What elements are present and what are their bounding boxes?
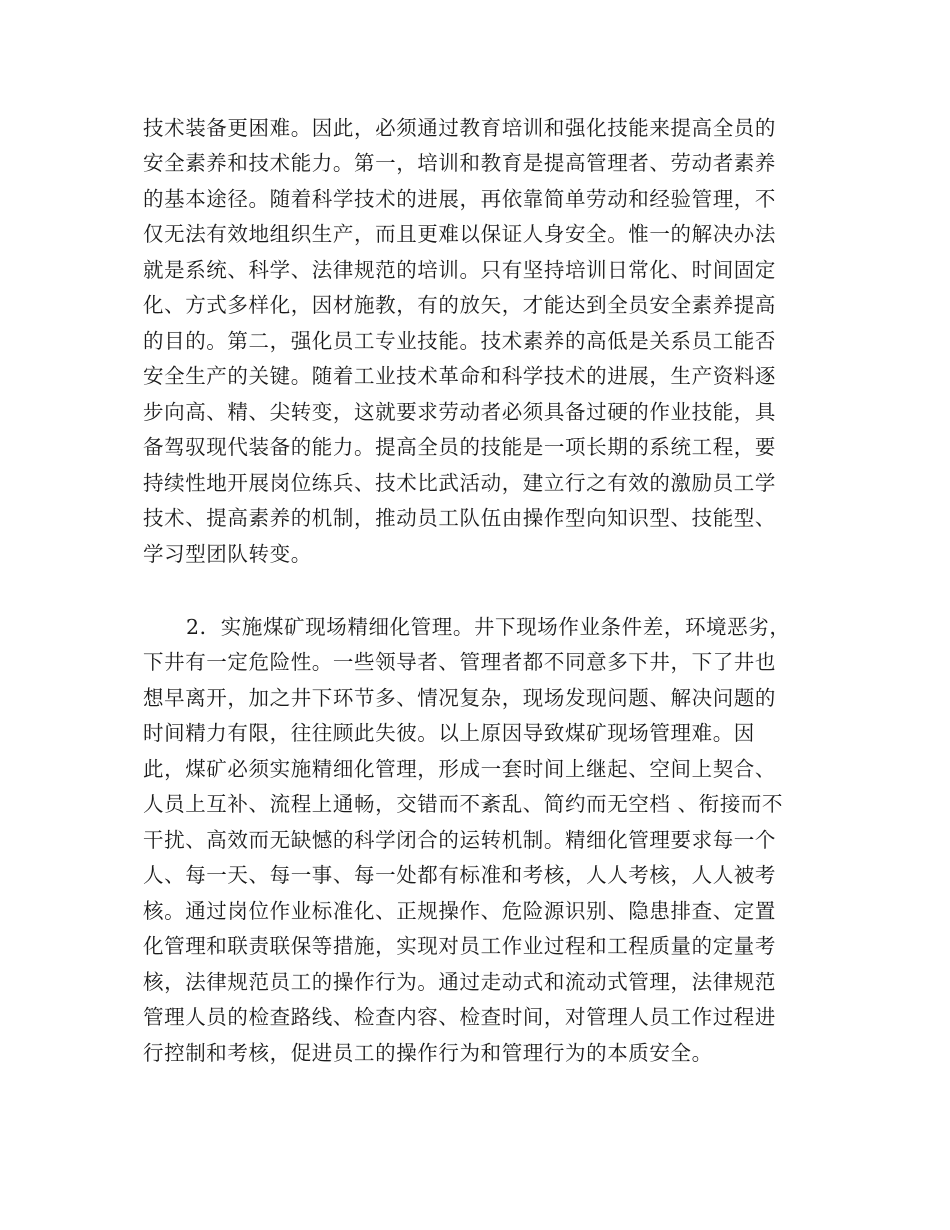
- text-line: 时间精力有限，往往顾此失彼。以上原因导致煤矿现场管理难。因: [143, 721, 755, 745]
- text-line: 人、每一天、每一事、每一处都有标准和考核，人人考核，人人被考: [143, 863, 776, 887]
- text-line: 的基本途径。随着科学技术的进展，再依靠简单劳动和经验管理，不: [143, 187, 776, 211]
- text-line: 想早离开，加之井下环节多、情况复杂，现场发现问题、解决问题的: [143, 686, 776, 710]
- text-line: 安全素养和技术能力。第一，培训和教育是提高管理者、劳动者素养: [143, 151, 776, 175]
- text-line: 核。通过岗位作业标准化、正规操作、危险源识别、隐患排查、定置: [143, 899, 776, 923]
- text-line: 安全生产的关键。随着工业技术革命和科学技术的进展，生产资料逐: [143, 364, 776, 388]
- text-line: 技术、提高素养的机制，推动员工队伍由操作型向知识型、技能型、: [143, 506, 776, 530]
- text-line: 化、方式多样化，因材施教，有的放矢，才能达到全员安全素养提高: [143, 293, 776, 317]
- text-line: 仅无法有效地组织生产，而且更难以保证人身安全。惟一的解决办法: [143, 222, 776, 246]
- text-line: 技术装备更困难。因此，必须通过教育培训和强化技能来提高全员的: [143, 116, 776, 140]
- text-line: 此，煤矿必须实施精细化管理，形成一套时间上继起、空间上契合、: [143, 757, 776, 781]
- text-line: 人员上互补、流程上通畅，交错而不紊乱、简约而无空档 、衔接而不: [143, 792, 784, 816]
- text-line: 下井有一定危险性。一些领导者、管理者都不同意多下井，下了井也: [143, 650, 776, 674]
- text-line: 持续性地开展岗位练兵、技术比武活动，建立行之有效的激励员工学: [143, 471, 776, 495]
- text-line: 行控制和考核，促进员工的操作行为和管理行为的本质安全。: [143, 1041, 713, 1065]
- text-line: 步向高、精、尖转变，这就要求劳动者必须具备过硬的作业技能，具: [143, 400, 776, 424]
- text-line: 就是系统、科学、法律规范的培训。只有坚持培训日常化、时间固定: [143, 258, 776, 282]
- text-line: 学习型团队转变。: [143, 542, 312, 566]
- text-line: 核，法律规范员工的操作行为。通过走动式和流动式管理，法律规范: [143, 970, 776, 994]
- text-line: 管理人员的检查路线、检查内容、检查时间，对管理人员工作过程进: [143, 1005, 776, 1029]
- text-line: 备驾驭现代装备的能力。提高全员的技能是一项长期的系统工程，要: [143, 435, 776, 459]
- text-line: 干扰、高效而无缺憾的科学闭合的运转机制。精细化管理要求每一个: [143, 828, 776, 852]
- text-line: 2．实施煤矿现场精细化管理。井下现场作业条件差，环境恶劣，: [186, 615, 791, 639]
- text-line: 化管理和联责联保等措施，实现对员工作业过程和工程质量的定量考: [143, 934, 776, 958]
- text-line: 的目的。第二，强化员工专业技能。技术素养的高低是关系员工能否: [143, 329, 776, 353]
